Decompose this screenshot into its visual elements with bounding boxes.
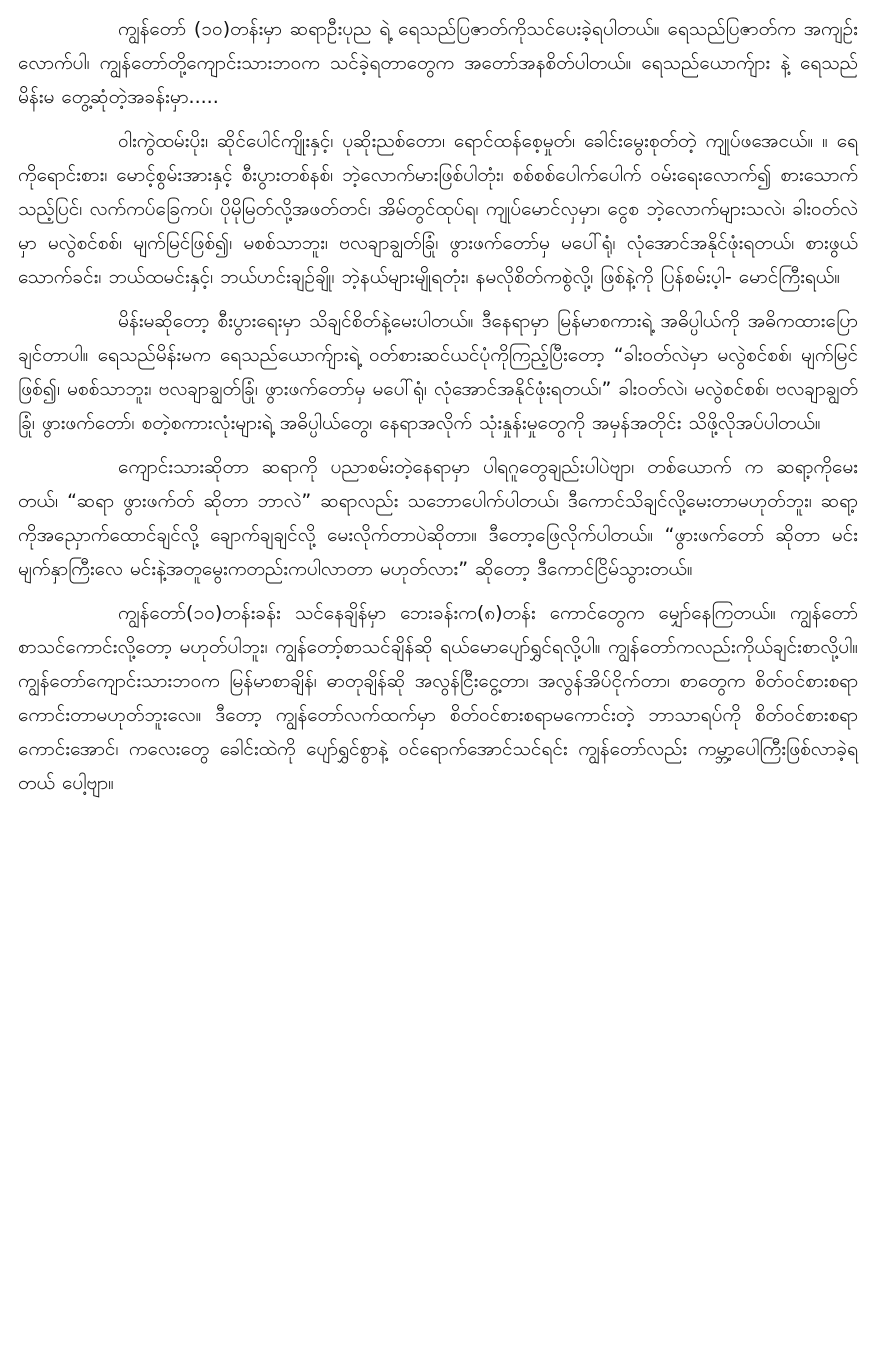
paragraph-2: ဝါးကွဲထမ်းပိုး၊ ဆိုင်ပေါင်ကျိုးနှင့်၊ ပုဆိုးညစ်တော၊ ရောင်ထန်စေ့မှုတ်၊ ခေါင်းမွေးစုတ်တဲ့ ကျုပ်ဖအေငယ်။ ။ ရေကိုရောင်းစား၊ မောင့်စွမ်းအားနှင့် စီးပွားတစ်နစ်၊ ဘဲ့လောက်မားဖြစ်ပါတုံး၊ စစ်စစ်ပေါက်ပေါက် ဝမ်းရေးလောက်၍ စားသောက်သည့်ပြင်၊ လက်ကပ်ခြေကပ်၊ ပိုမိုမြတ်လို့အဖတ်တင်၊ အိမ်တွင်ထုပ်ရ၊ ကျုပ်မောင်လှမှာ၊ ငွေစ ဘဲ့လောက်များသလဲ၊ ခါးဝတ်လဲမှာ မလွဲစင်စစ်၊ မျက်မြင်ဖြစ်၍၊ မစစ်သာဘူး၊ ဗလချာချွတ်ခြုံ၊ ဖွားဖက်တော်မှ မပေါ်ရုံ၊ လုံအောင်အနိုင်ဖုံးရတယ်၊ စားဖွယ် သောက်ခင်း၊ ဘယ်ထမင်းနှင့်၊ ဘယ်ဟင်းချဉ်ချို၊ ဘဲ့နယ်များမျိုရတုံး၊ နမလိုစိတ်ကစွဲလို့၊ ဖြစ်နဲ့ကို ပြန်စမ်းပ့ါ- မောင်ကြီးရယ်။: [18, 130, 858, 288]
paragraph-3: မိန်းမဆိုတော့ စီးပွားရေးမှာ သိချင်စိတ်နဲ့မေးပါတယ်။ ဒီနေရာမှာ မြန်မာစကားရဲ့ အဓိပ္ပါယ်ကို အဓိကထားပြောချင်တာပါ။ ရေသည်မိန်းမက ရေသည်ယောက်ျားရဲ့ ဝတ်စားဆင်ယင်ပုံကိုကြည့်ပြီးတော့ “ခါးဝတ်လဲမှာ မလွဲစင်စစ်၊ မျက်မြင်ဖြစ်၍၊ မစစ်သာဘူး၊ ဗလချာချွတ်ခြုံ၊ ဖွားဖက်တော်မှ မပေါ်ရုံ၊ လုံအောင်အနိုင်ဖုံးရတယ်၊” ခါးဝတ်လဲ၊ မလွဲစင်စစ်၊ ဗလချာချွတ်ခြုံ၊ ဖွားဖက်တော်၊ စတဲ့စကားလုံးများရဲ့ အဓိပ္ပါယ်တွေ၊ နေရာအလိုက် သုံးနှုန်းမှုတွေကို အမှန်အတိုင်း သိဖို့လိုအပ်ပါတယ်။: [18, 310, 858, 434]
paragraph-4: ကျောင်းသားဆိုတာ ဆရာကို ပညာစမ်းတဲ့နေရာမှာ ပါရဂူတွေချည်းပါပဲဗျာ၊ တစ်ယောက် က ဆရာ့ကိုမေးတယ်၊ “ဆရာ ဖွားဖက်တ် ဆိုတာ ဘာလဲ” ဆရာလည်း သဘောပေါက်ပါတယ်၊ ဒီကောင်သိချင်လို့မေးတာမဟုတ်ဘူး၊ ဆရာ့ကိုအညှောက်ထောင်ချင်လို့ ချောက်ချချင်လို့ မေးလိုက်တာပဲဆိုတာ။ ဒီတော့ဖြေလိုက်ပါတယ်။ “ဖွားဖက်တော် ဆိုတာ မင်းမျက်နှာကြီးလေ မင်းနဲ့အတူမွေးကတည်းကပါလာတာ မဟုတ်လား” ဆိုတော့ ဒီကောင်ငြိမ်သွားတယ်။: [18, 456, 858, 580]
paragraph-1: ကျွန်တော် (၁၀)တန်းမှာ ဆရာဦးပုည ရဲ့ ရေသည်ပြဇာတ်ကိုသင်ပေးခဲ့ရပါတယ်။ ရေသည်ပြဇာတ်က အကျဉ်းလောက်ပါ၊ ကျွန်တော်တို့ကျောင်းသားဘဝက သင်ခဲ့ရတာတွေက အတော်အနစိတ်ပါတယ်။ ရေသည်ယောက်ျား နဲ့ ရေသည်မိန်းမ တွေ့ဆုံတဲ့အခန်းမှာ.....: [18, 18, 858, 108]
paragraph-5: ကျွန်တော်(၁၀)တန်းခန်း သင်နေချိန်မှာ ဘေးခန်းက(၈)တန်း ကောင်တွေက မျှော်နေကြတယ်။ ကျွန်တော်စာသင်ကောင်းလို့တော့ မဟုတ်ပါဘူး၊ ကျွန်တော့်စာသင်ချိန်ဆို ရယ်မောပျော်ရွှင်ရလို့ပါ။ ကျွန်တော်ကလည်းကိုယ်ချင်းစာလို့ပါ။ ကျွန်တော်ကျောင်းသားဘဝက မြန်မာစာချိန်၊ ဓာတုချိန်ဆို အလွန်ငြီးငွေ့တာ၊ အလွန်အိပ်ငိုက်တာ၊ စာတွေက စိတ်ဝင်စားစရာကောင်းတာမဟုတ်ဘူးလေ။ ဒီတော့ ကျွန်တော်လက်ထက်မှာ စိတ်ဝင်စားစရာမကောင်းတဲ့ ဘာသာရပ်ကို စိတ်ဝင်စားစရာကောင်းအောင်၊ ကလေးတွေ ခေါင်းထဲကို ပျော်ရွှင်စွာနဲ့ ဝင်ရောက်အောင်သင်ရင်း ကျွန်တော်လည်း ကမ္ဘာ့ပေါကြီးဖြစ်လာခဲ့ရတယ် ပေါ့ဗျာ။: [18, 602, 858, 794]
